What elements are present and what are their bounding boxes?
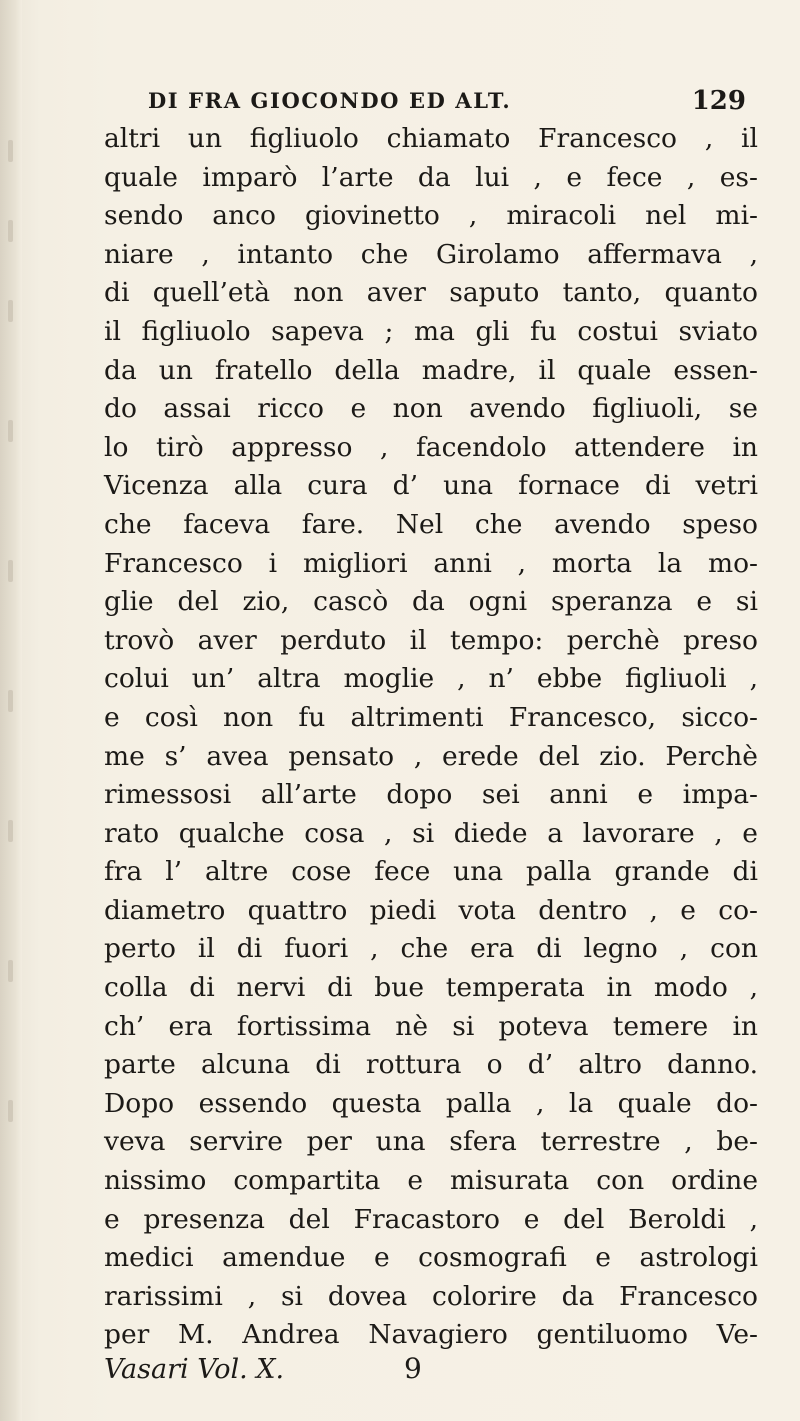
text-line: rimessosi all’arte dopo sei anni e impa- [104, 779, 758, 811]
text-line: e così non fu altrimenti Francesco, sicco- [104, 701, 758, 733]
text-line: che faceva fare. Nel che avendo speso [104, 508, 758, 540]
page-header [148, 88, 746, 124]
text-line: rato qualche cosa , si diede a lavorare , e [104, 817, 758, 849]
signature-number: 9 [404, 1352, 422, 1385]
text-line: sendo anco giovinetto , miracoli nel mi- [104, 200, 758, 232]
text-line: perto il di fuori , che era di legno , con [104, 933, 758, 965]
text-line: Francesco i migliori anni , morta la mo- [104, 547, 758, 579]
text-line: niare , intanto che Girolamo affermava , [104, 238, 758, 270]
text-line: lo tirò appresso , facendolo attendere in [104, 431, 758, 463]
page-number: 129 [691, 86, 746, 116]
text-line: il figliuolo sapeva ; ma gli fu costui sviato [104, 315, 758, 347]
text-line: medici amendue e cosmografi e astrologi [104, 1242, 758, 1274]
text-line: trovò aver perduto il tempo: perchè preso [104, 624, 758, 656]
text-line: quale imparò l’arte da lui , e fece , es- [104, 161, 758, 193]
text-line: per M. Andrea Navagiero gentiluomo Ve- [104, 1319, 758, 1351]
text-line: glie del zio, cascò da ogni speranza e si [104, 586, 758, 618]
text-line: di quell’età non aver saputo tanto, quanto [104, 277, 758, 309]
text-line: colui un’ altra moglie , n’ ebbe figliuoli , [104, 663, 758, 695]
text-line: do assai ricco e non avendo figliuoli, se [104, 393, 758, 425]
text-line: veva servire per una sfera terrestre , be- [104, 1126, 758, 1158]
text-line: Dopo essendo questa palla , la quale do- [104, 1087, 758, 1119]
text-line: altri un figliuolo chiamato Francesco , il [104, 123, 758, 154]
text-line: nissimo compartita e misurata con ordine [104, 1165, 758, 1197]
page-footer [104, 1354, 758, 1394]
body-text [104, 120, 758, 1355]
text-line: rarissimi , si dovea colorire da Francesco [104, 1280, 758, 1312]
text-line: Vicenza alla cura d’ una fornace di vetri [104, 470, 758, 502]
running-title: DI FRA GIOCONDO ED ALT. [148, 88, 512, 113]
text-line: parte alcuna di rottura o d’ altro danno. [104, 1049, 758, 1081]
text-line: diametro quattro piedi vota dentro , e co- [104, 894, 758, 926]
text-line: me s’ avea pensato , erede del zio. Perchè [104, 740, 758, 772]
text-line: fra l’ altre cose fece una palla grande di [104, 856, 758, 888]
text-line: e presenza del Fracastoro e del Beroldi , [104, 1203, 758, 1235]
text-line: da un fratello della madre, il quale essen- [104, 354, 758, 386]
page-gutter [0, 0, 22, 1421]
text-line: ch’ era fortissima nè si poteva temere in [104, 1010, 758, 1042]
signature-mark: Vasari Vol. X. [104, 1354, 285, 1385]
text-line: colla di nervi di bue temperata in modo , [104, 972, 758, 1004]
